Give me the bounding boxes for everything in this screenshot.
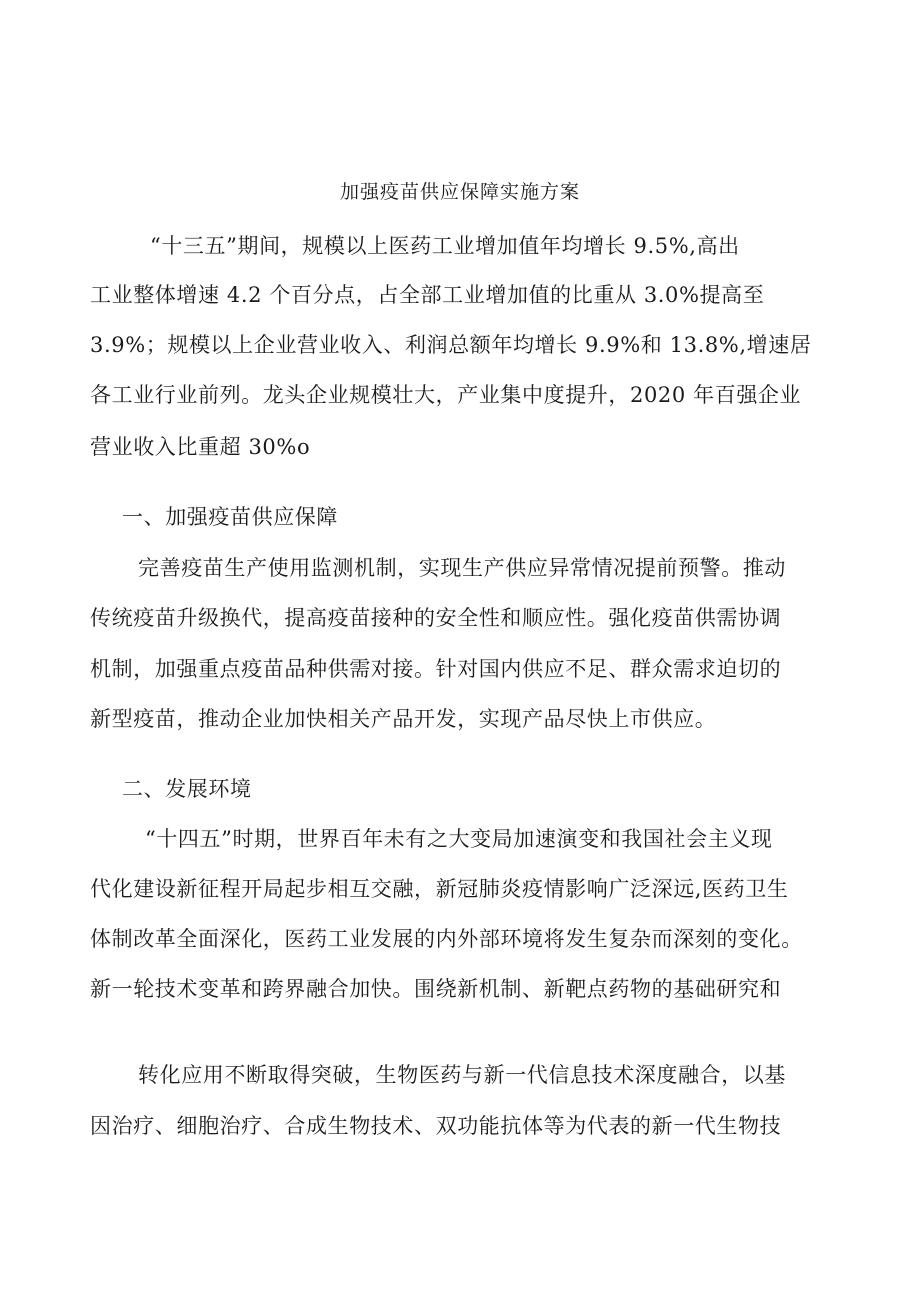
intro-line-5: 营业收入比重超 30%o xyxy=(90,435,311,459)
section-1-heading: 一、加强疫苗供应保障 xyxy=(122,505,338,529)
continuation-line-2: 因治疗、细胞治疗、合成生物技术、双功能抗体等为代表的新一代生物技 xyxy=(90,1114,782,1138)
section-2-line-4: 新一轮技术变革和跨界融合加快。围绕新机制、新靶点药物的基础研究和 xyxy=(90,977,782,1001)
section-2-heading: 二、发展环境 xyxy=(122,777,252,801)
section-2-line-2: 代化建设新征程开局起步相互交融，新冠肺炎疫情影响广泛深远,医药卫生 xyxy=(90,877,789,901)
section-1-line-1: 完善疫苗生产使用监测机制，实现生产供应异常情况提前预警。推动 xyxy=(138,556,786,580)
intro-line-3: 3.9%；规模以上企业营业收入、利润总额年均增长 9.9%和 13.8%,增速居 xyxy=(90,333,812,357)
section-2-line-1: “十四五”时期，世界百年未有之大变局加速演变和我国社会主义现 xyxy=(145,827,773,851)
continuation-line-1: 转化应用不断取得突破，生物医药与新一代信息技术深度融合，以基 xyxy=(138,1063,786,1087)
section-1-line-2: 传统疫苗升级换代，提高疫苗接种的安全性和顺应性。强化疫苗供需协调 xyxy=(90,606,782,630)
intro-line-2: 工业整体增速 4.2 个百分点，占全部工业增加值的比重从 3.0%提高至 xyxy=(90,283,765,307)
section-1-line-4: 新型疫苗，推动企业加快相关产品开发，实现产品尽快上市供应。 xyxy=(90,707,717,731)
section-2-line-3: 体制改革全面深化，医药工业发展的内外部环境将发生复杂而深刻的变化。 xyxy=(90,927,803,951)
intro-line-4: 各工业行业前列。龙头企业规模壮大，产业集中度提升，2020 年百强企业 xyxy=(90,383,802,407)
section-1-line-3: 机制，加强重点疫苗品种供需对接。针对国内供应不足、群众需求迫切的 xyxy=(90,657,782,681)
document-title: 加强疫苗供应保障实施方案 xyxy=(339,181,580,203)
intro-line-1: “十三五”期间，规模以上医药工业增加值年均增长 9.5%,高出 xyxy=(150,234,740,258)
